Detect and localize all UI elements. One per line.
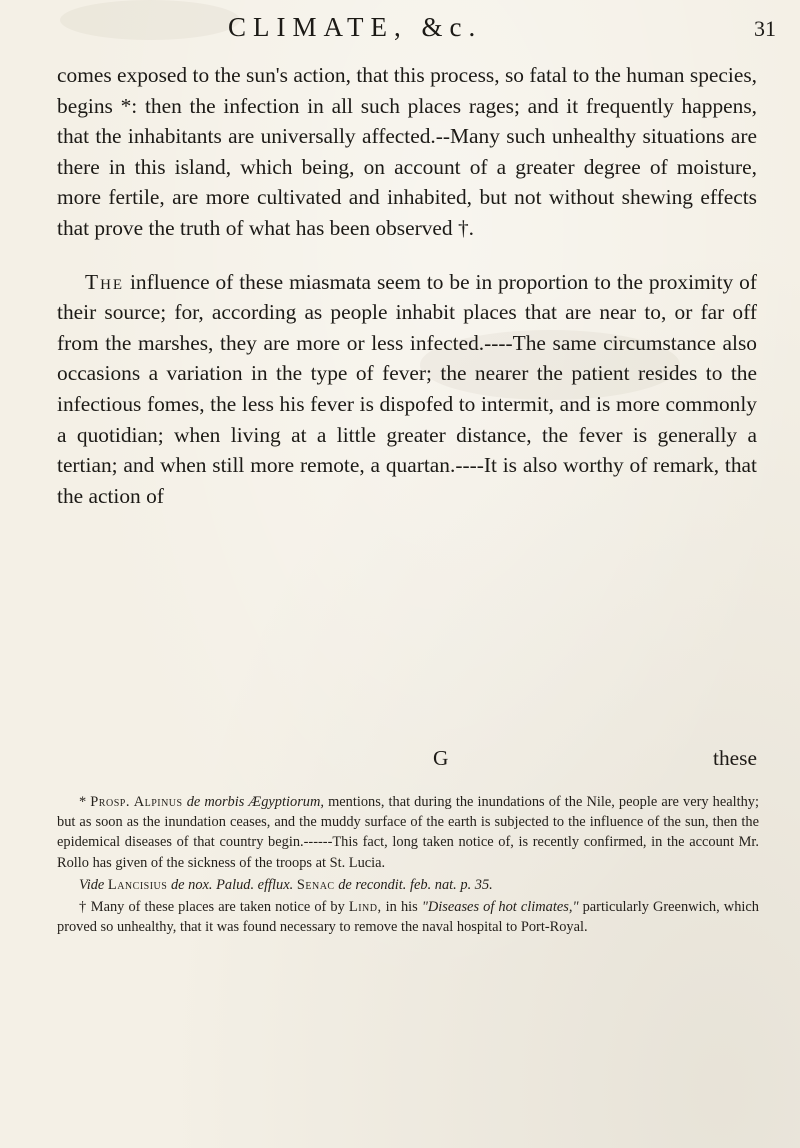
footnote-work: de morbis Ægyptiorum, — [186, 794, 324, 810]
catchword: these — [713, 746, 757, 770]
main-text — [57, 60, 757, 511]
footnote-text: mentions, that during the inundations of the Nile, people are very healthy; but as soon as the inundation ceases, and the muddy surface of the earth is subjected to the influence of the sun, then the epidemical diseases of that country begin.------This fact, long taken notice of, is recently confirmed, in the account Mr. Rollo has given of the sickness of the troops at St. Lucia. — [57, 794, 759, 871]
running-title: CLIMATE, &c. — [228, 12, 483, 42]
signature-line — [57, 746, 757, 776]
footnote-text: particularly Greenwich, which proved so unhealthy, that it was found necessary to remove the naval hospital to Port-Royal. — [57, 899, 759, 936]
paragraph — [57, 60, 757, 244]
citation-page: p. 35. — [460, 876, 493, 893]
citation-author: Senac — [296, 876, 335, 893]
footnote-2 — [57, 897, 759, 937]
footnote-work: "Diseases of hot climates," — [421, 899, 579, 916]
page-header — [0, 8, 800, 48]
paragraph-lead-word: The — [85, 269, 125, 294]
footnote-text: in his — [385, 899, 418, 916]
footnote-author: Lind, — [348, 899, 382, 916]
citation-work: de nox. Palud. efflux. — [170, 876, 294, 893]
footnote-marker: * — [79, 794, 87, 810]
paragraph — [57, 267, 757, 512]
paragraph-text: comes exposed to the sun's action, that this process, so fatal to the human species, begins *: then the infection in all such places rages; and it frequently happens, that the inhabitants are universally affected.--Many such unhealthy situations are there in this island, which being, on account of a greater degree of moisture, more fertile, are more cultivated and inhabited, but not without shewing effects that prove the truth of what has been observed †. — [57, 63, 757, 240]
paragraph-text: influence of these miasmata seem to be in proportion to the proximity of their source; for, according as people inhabit places that are near to, or far off from the marshes, they are more or less infected.----The same circumstance also occasions a variation in the type of fever; the nearer the patient resides to the infectious fomes, the less his fever is dispofed to intermit, and is more commonly a quotidian; when living at a little greater distance, the fever is generally a tertian; and when still more remote, a quartan.----It is also worthy of remark, that the action of — [57, 269, 757, 508]
signature-mark: G — [433, 746, 449, 770]
footnote-marker: † — [79, 899, 87, 916]
footnotes — [57, 792, 759, 937]
citation-prefix: Vide — [79, 876, 105, 893]
citation-work: de recondit. feb. nat. — [338, 876, 457, 893]
page-number: 31 — [754, 16, 776, 41]
citation-author: Lancisius — [107, 876, 168, 893]
footnote-text: Many of these places are taken notice of by — [90, 899, 345, 916]
footnote-author: Prosp. Alpinus — [90, 794, 183, 810]
footnote-1 — [57, 792, 759, 873]
footnote-citation — [57, 875, 759, 895]
